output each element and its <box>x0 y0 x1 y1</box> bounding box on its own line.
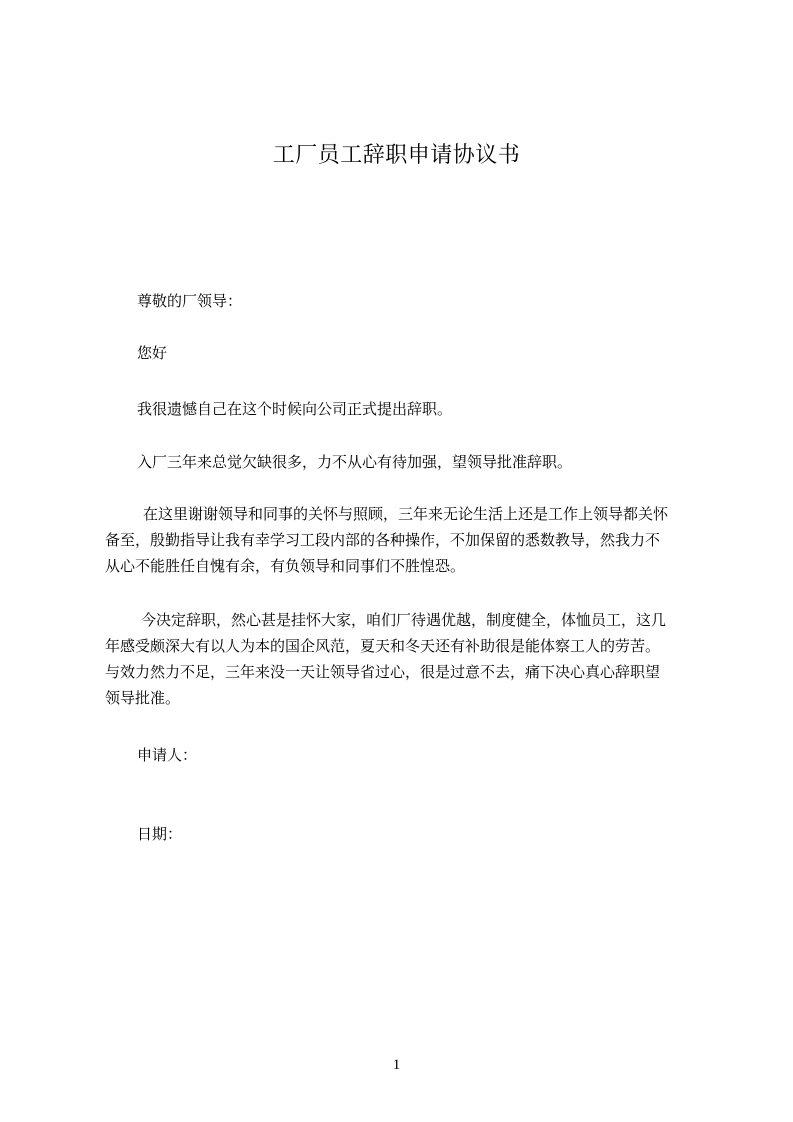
date-label: 日期： <box>137 825 183 843</box>
page-number: 1 <box>392 1057 401 1073</box>
paragraph-2: 入厂三年来总觉欠缺很多，力不从心有待加强，望领导批准辞职。 <box>137 453 573 471</box>
paragraph-3-line: 在这里谢谢领导和同事的关怀与照顾，三年来无论生活上还是工作上领导都关怀 <box>143 505 669 523</box>
paragraph-3 <box>105 501 703 579</box>
paragraph-4 <box>105 607 703 711</box>
paragraph-3-line: 从心不能胜任自愧有余，有负领导和同事们不胜惶恐。 <box>105 557 466 575</box>
salutation: 尊敬的厂领导： <box>137 292 243 310</box>
document-title: 工厂员工辞职申请协议书 <box>272 143 521 168</box>
paragraph-3-line: 备至，殷勤指导让我有幸学习工段内部的各种操作，不加保留的悉数教导，然我力不 <box>105 531 661 549</box>
applicant-label: 申请人： <box>137 746 198 764</box>
greeting: 您好 <box>137 344 168 362</box>
paragraph-4-line: 今决定辞职，然心甚是挂怀大家，咱们厂待遇优越，制度健全，体恤员工，这几 <box>141 611 667 629</box>
paragraph-4-line: 与效力然力不足，三年来没一天让领导省过心，很是过意不去，痛下决心真心辞职望 <box>105 663 661 681</box>
paragraph-4-line: 年感受颇深大有以人为本的国企风范，夏天和冬天还有补助很是能体察工人的劳苦。 <box>105 637 661 655</box>
paragraph-4-line: 领导批准。 <box>105 689 181 707</box>
paragraph-1: 我很遗憾自己在这个时候向公司正式提出辞职。 <box>137 400 453 418</box>
